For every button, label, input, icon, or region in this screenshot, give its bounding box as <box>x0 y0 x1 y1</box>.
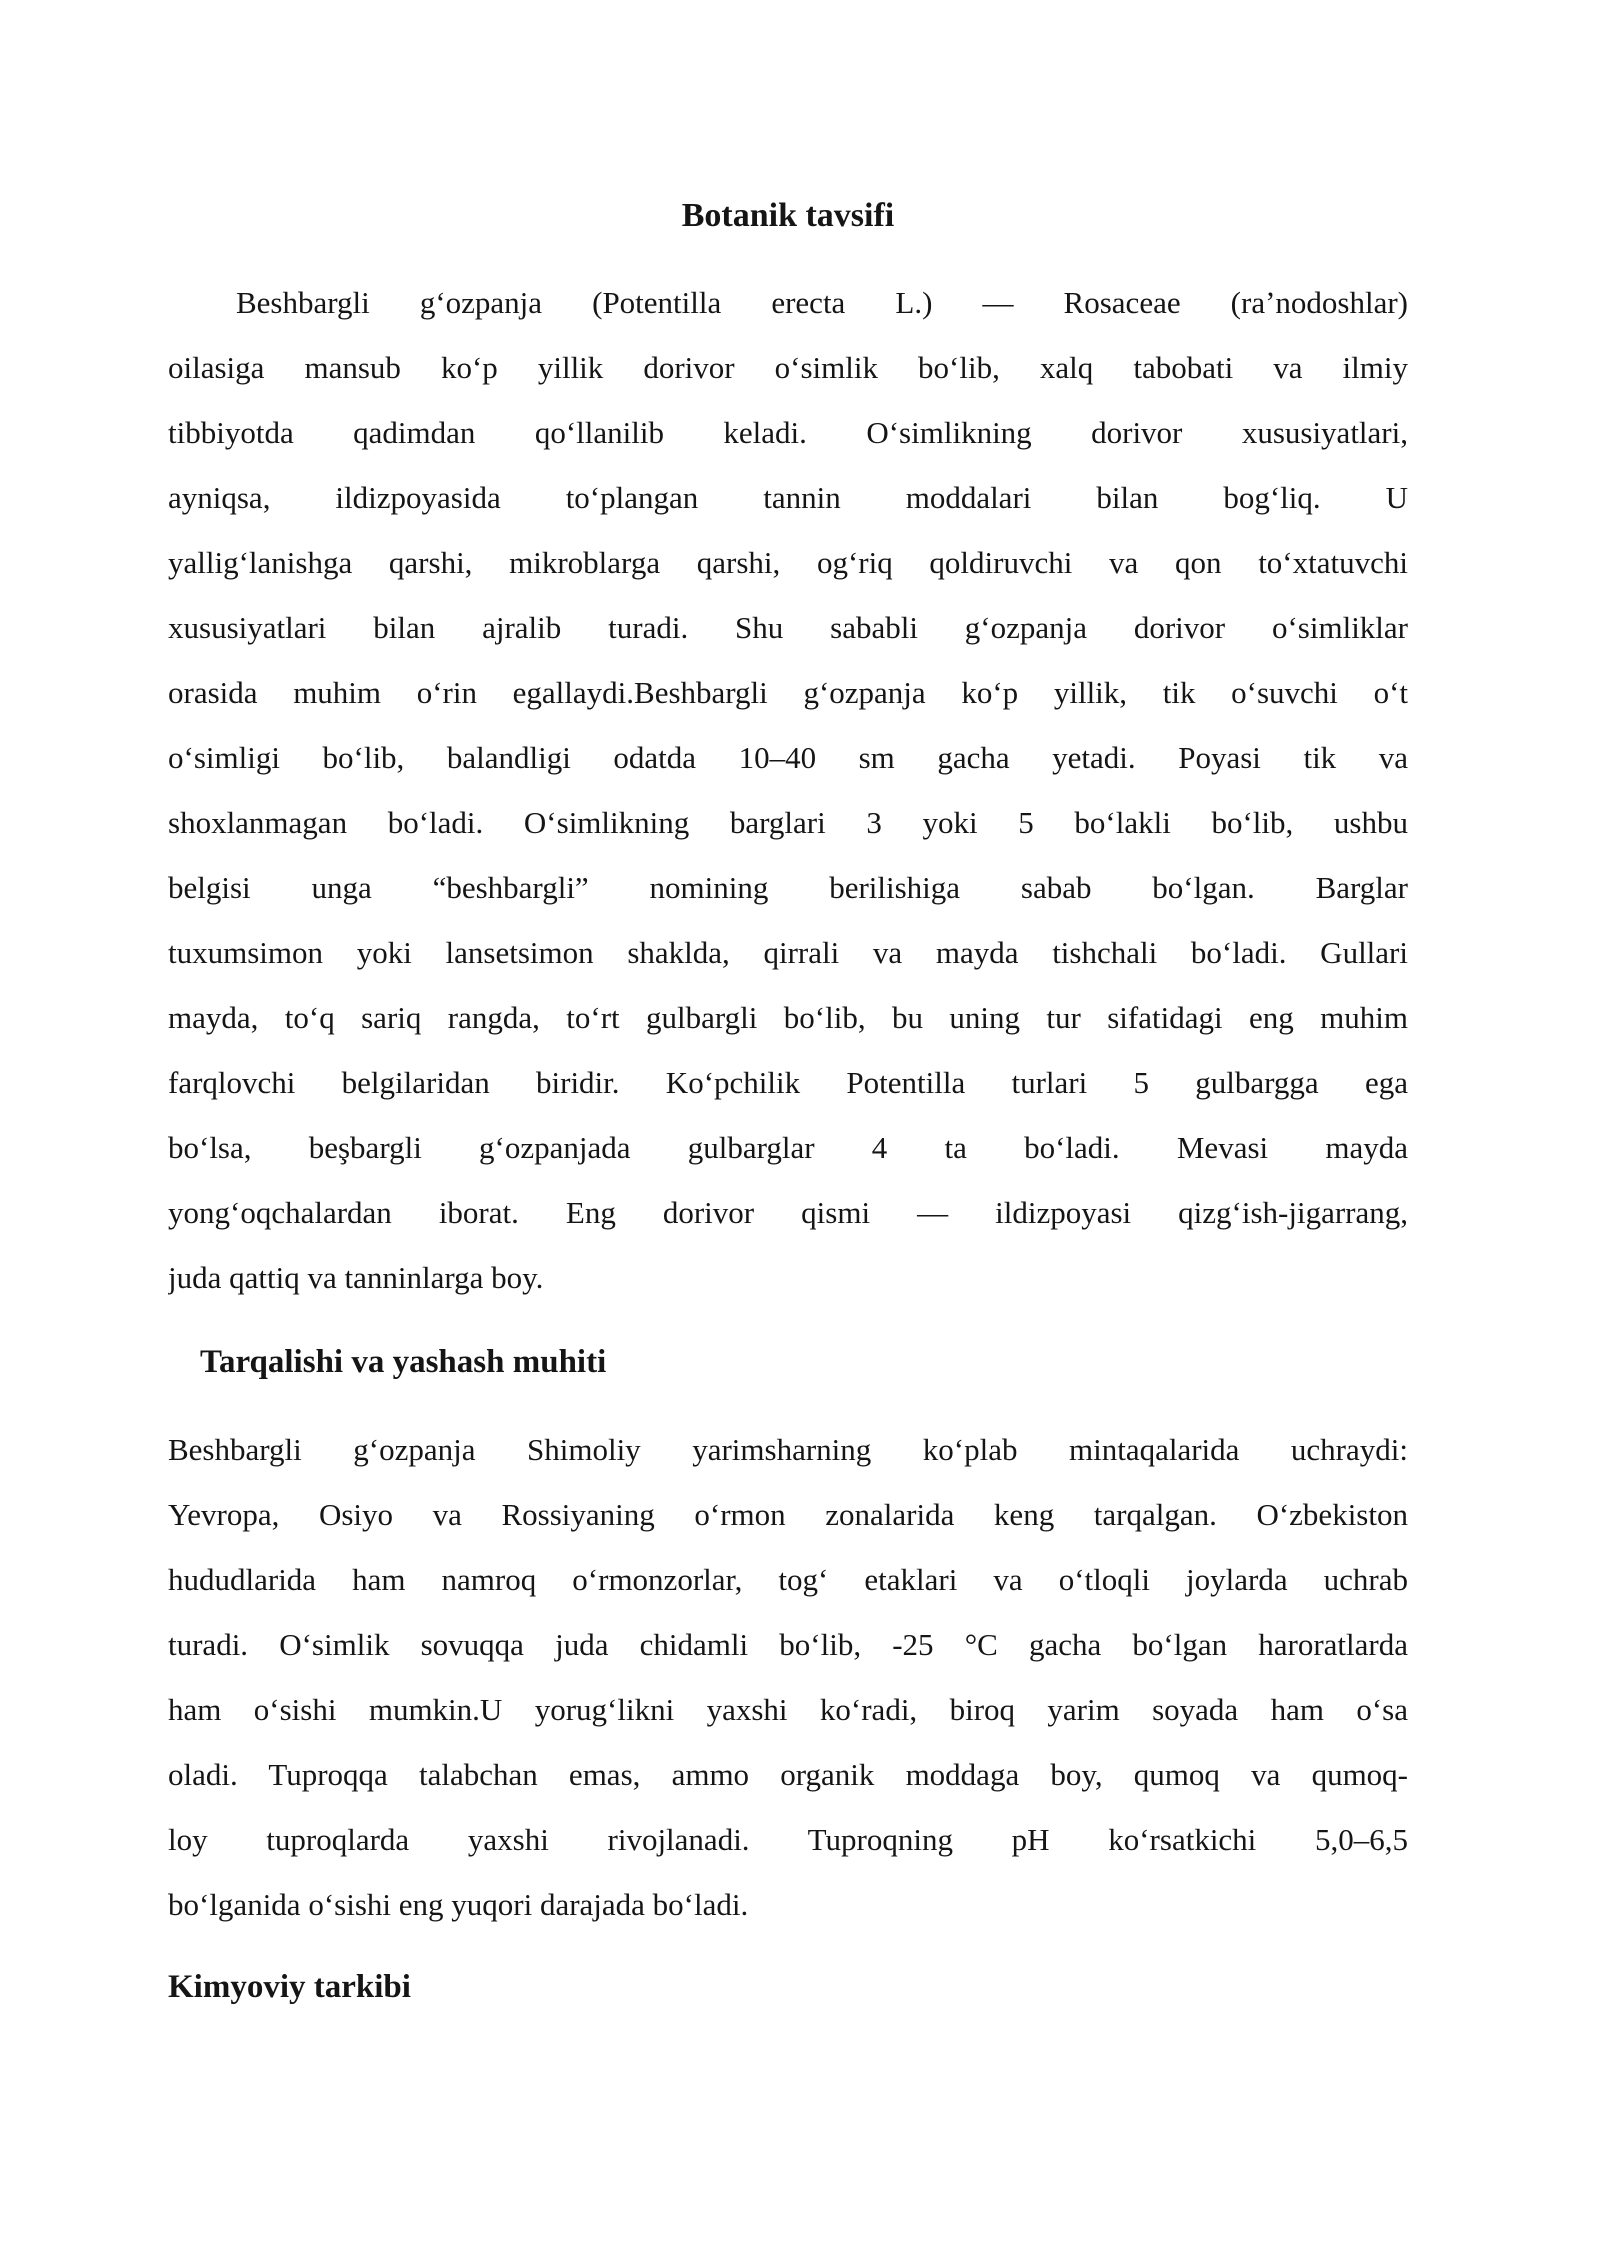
text-line: tibbiyotda qadimdan qoʻllanilib keladi. Oʻsimlikning dorivor xususiyatlari, <box>168 415 1408 450</box>
text-line: ayniqsa, ildizpoyasida toʻplangan tannin moddalari bilan bogʻliq. U <box>168 480 1408 515</box>
text-line: xususiyatlari bilan ajralib turadi. Shu sababli gʻozpanja dorivor oʻsimliklar <box>168 610 1408 645</box>
paragraph <box>168 270 1408 1310</box>
text-line: tuxumsimon yoki lansetsimon shaklda, qirrali va mayda tishchali boʻladi. Gullari <box>168 935 1408 970</box>
text-line: Yevropa, Osiyo va Rossiyaning oʻrmon zonalarida keng tarqalgan. Oʻzbekiston <box>168 1497 1408 1532</box>
text-line: hududlarida ham namroq oʻrmonzorlar, togʻ etaklari va oʻtloqli joylarda uchrab <box>168 1562 1408 1597</box>
text-line: belgisi unga “beshbargli” nomining berilishiga sabab boʻlgan. Barglar <box>168 870 1408 905</box>
text-line: yalligʻlanishga qarshi, mikroblarga qarshi, ogʻriq qoldiruvchi va qon toʻxtatuvchi <box>168 545 1408 580</box>
text-line: ham oʻsishi mumkin.U yorugʻlikni yaxshi koʻradi, biroq yarim soyada ham oʻsa <box>168 1692 1408 1727</box>
text-line: oladi. Tuproqqa talabchan emas, ammo organik moddaga boy, qumoq va qumoq- <box>168 1757 1408 1792</box>
section-heading: Kimyoviy tarkibi <box>168 1969 411 2005</box>
text-line: Beshbargli gʻozpanja (Potentilla erecta L.) — Rosaceae (raʼnodoshlar) <box>236 285 1408 320</box>
text-line: juda qattiq va tanninlarga boy. <box>168 1260 544 1295</box>
text-line: mayda, toʻq sariq rangda, toʻrt gulbargli boʻlib, bu uning tur sifatidagi eng muhim <box>168 1000 1408 1035</box>
text-line: boʻlganida oʻsishi eng yuqori darajada boʻladi. <box>168 1887 749 1922</box>
text-line: loy tuproqlarda yaxshi rivojlanadi. Tuproqning pH koʻrsatkichi 5,0–6,5 <box>168 1822 1408 1857</box>
text-line: farqlovchi belgilaridan biridir. Koʻpchilik Potentilla turlari 5 gulbargga ega <box>168 1065 1408 1100</box>
text-line: shoxlanmagan boʻladi. Oʻsimlikning barglari 3 yoki 5 boʻlakli boʻlib, ushbu <box>168 805 1408 840</box>
section-subheading: Tarqalishi va yashash muhiti <box>200 1344 607 1380</box>
text-line: oilasiga mansub koʻp yillik dorivor oʻsimlik boʻlib, xalq tabobati va ilmiy <box>168 350 1408 385</box>
text-line: yongʻoqchalardan iborat. Eng dorivor qismi — ildizpoyasi qizgʻish-jigarrang, <box>168 1195 1408 1230</box>
text-line: orasida muhim oʻrin egallaydi.Beshbargli gʻozpanja koʻp yillik, tik oʻsuvchi oʻt <box>168 675 1408 710</box>
document-content <box>168 183 1408 2020</box>
document-body <box>168 270 1408 2020</box>
text-line: turadi. Oʻsimlik sovuqqa juda chidamli boʻlib, -25 °C gacha boʻlgan haroratlarda <box>168 1627 1408 1662</box>
text-line: boʻlsa, beşbargli gʻozpanjada gulbarglar 4 ta boʻladi. Mevasi mayda <box>168 1130 1408 1165</box>
paragraph <box>168 1417 1408 1937</box>
document-title: Botanik tavsifi <box>681 197 895 234</box>
text-line: Beshbargli gʻozpanja Shimoliy yarimsharning koʻplab mintaqalarida uchraydi: <box>168 1432 1408 1467</box>
text-line: oʻsimligi boʻlib, balandligi odatda 10–40 sm gacha yetadi. Poyasi tik va <box>168 740 1408 775</box>
